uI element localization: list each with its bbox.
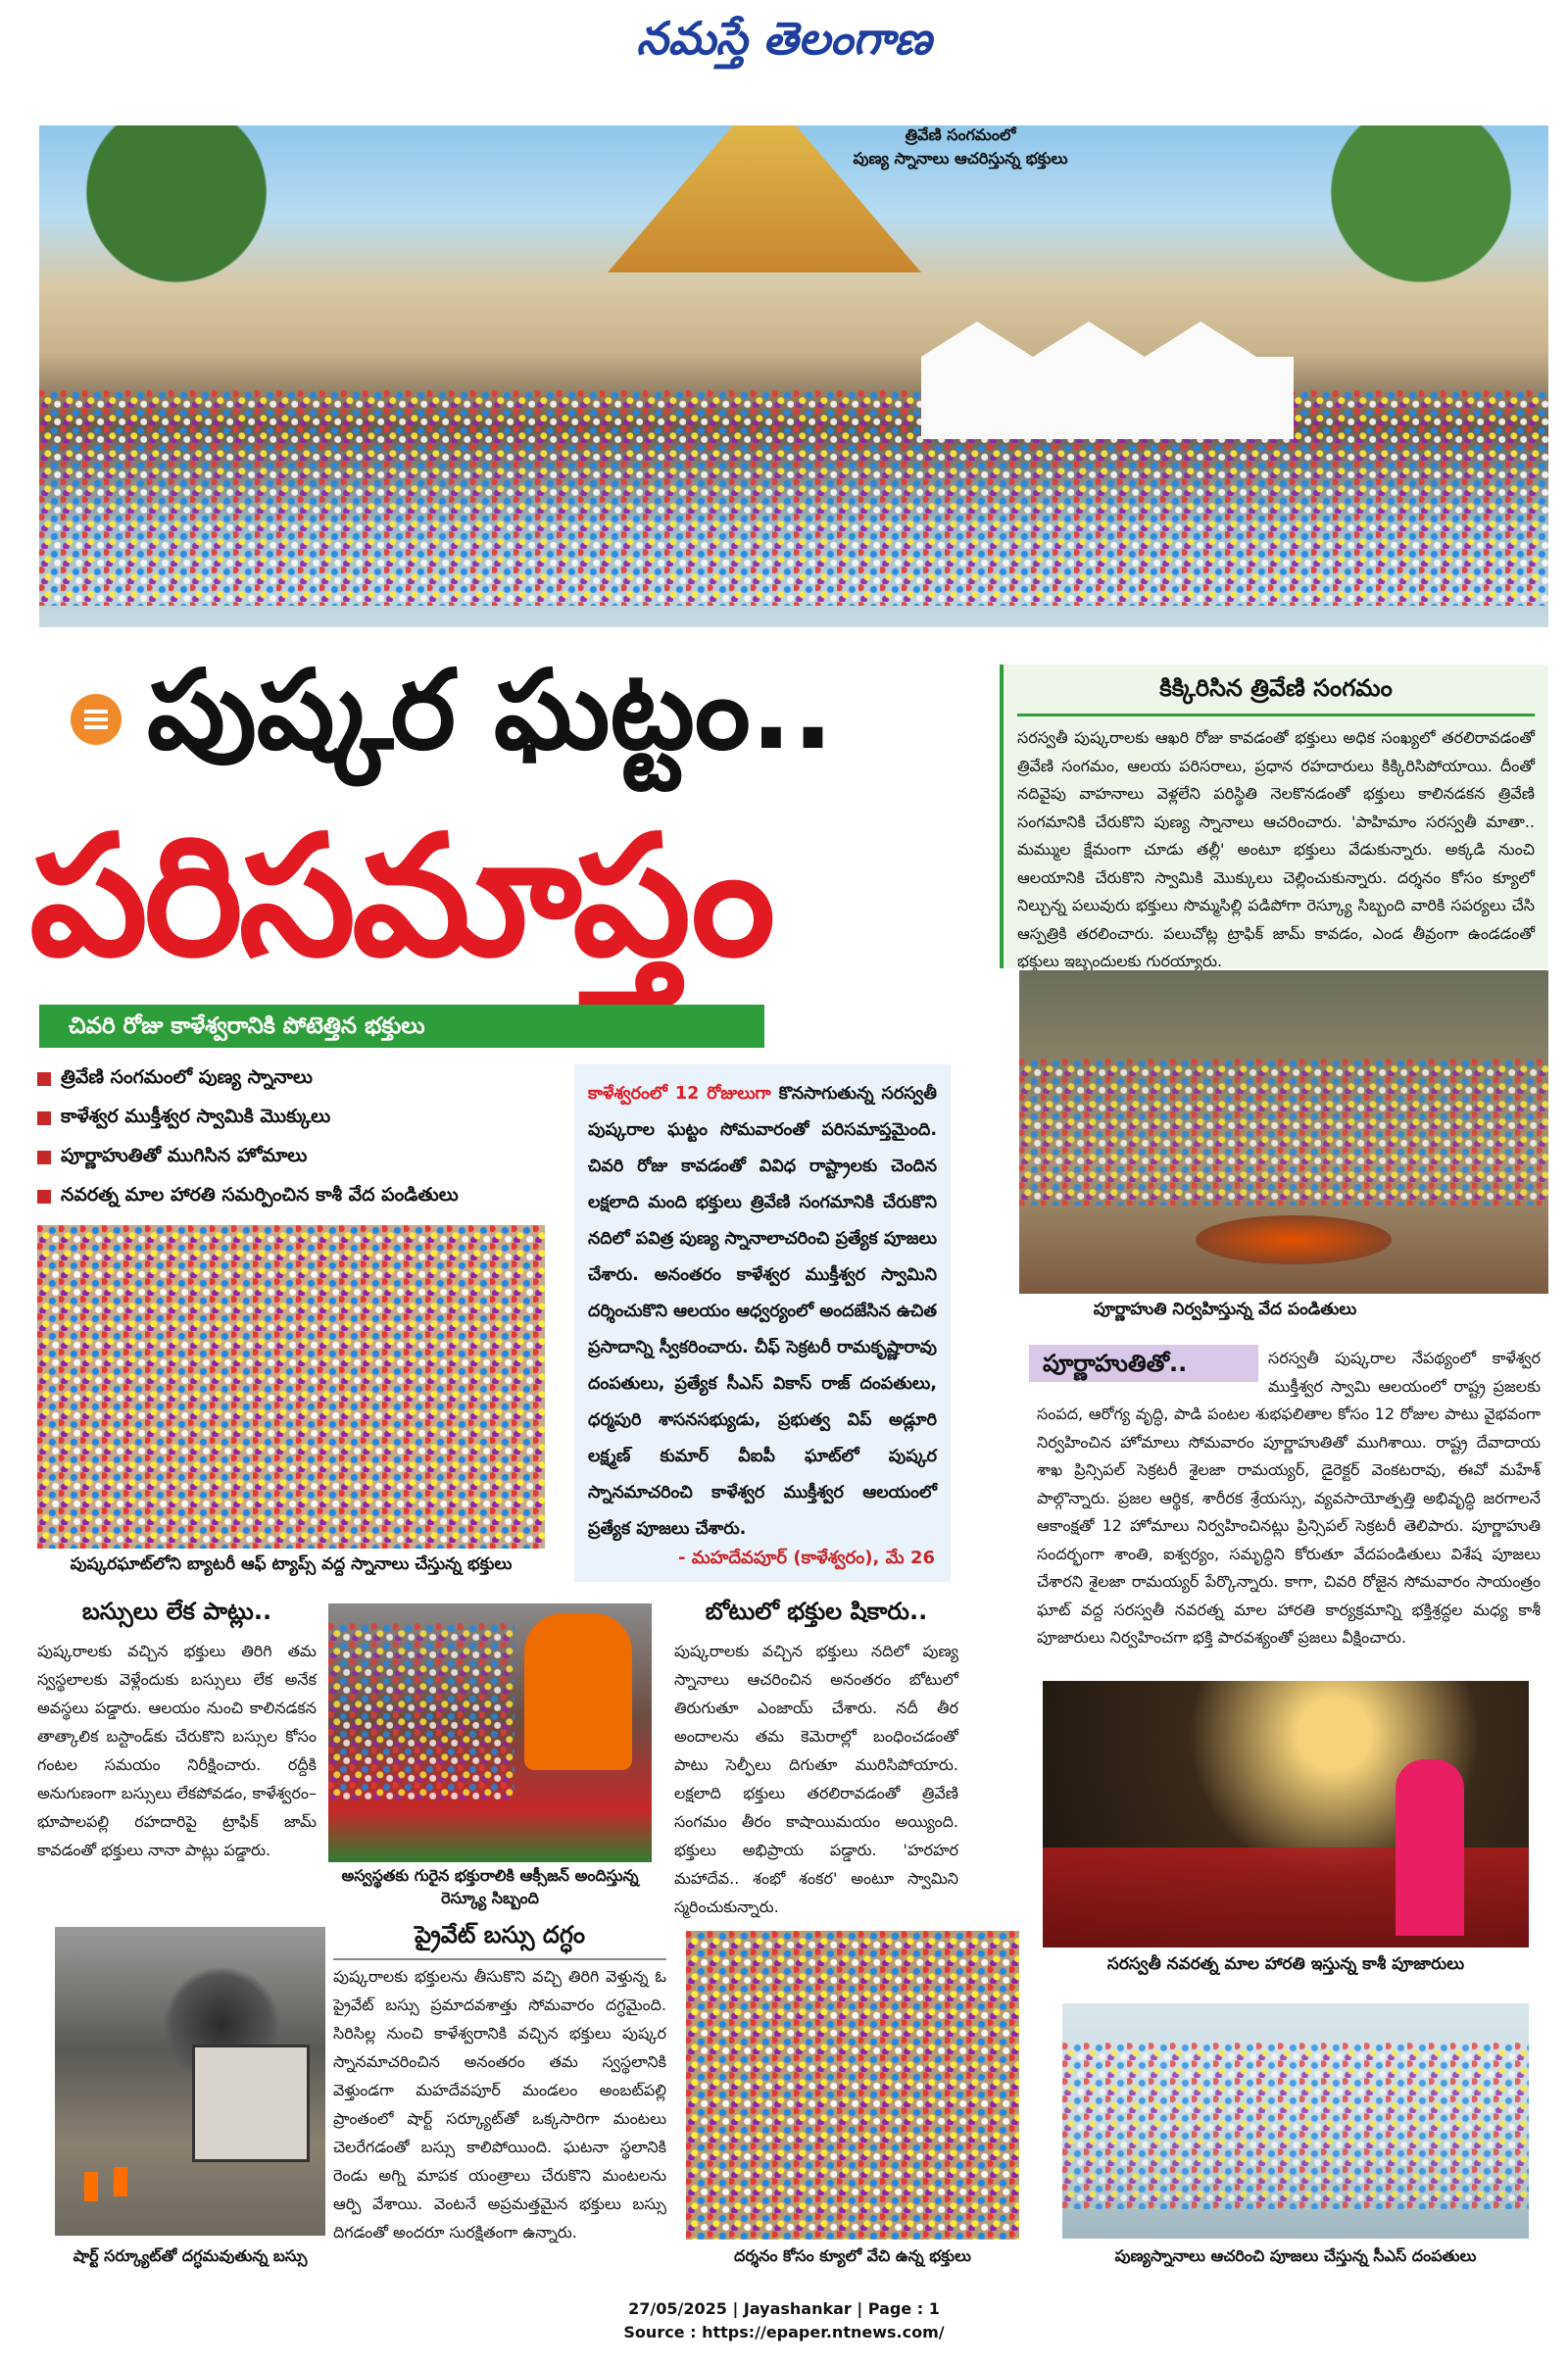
crowd-photo-caption: పుష్కరఘాట్‌లోని బ్యాటరీ ఆఫ్ ట్యాప్స్ వద్ద స్నానాలు చేస్తున్న భక్తులు [70,1554,513,1574]
purnahuti-title: పూర్ణాహుతితో.. [1029,1345,1258,1382]
footer-line-2: Source : https://epaper.ntnews.com/ [623,2323,945,2341]
buses-title: బస్సులు లేక పాట్లు.. [81,1598,272,1625]
cs-couple-photo [1062,2003,1529,2239]
cs-couple-photo-caption: పుణ్యస్నానాలు ఆచరించి పూజలు చేస్తున్న సీఎస్ దంపతులు [1114,2246,1477,2265]
crowd-photo [37,1225,545,1549]
top-photo-pushkar-ghat [39,125,1548,627]
bus-fire-photo-caption: షార్ట్ సర్క్యూట్‌తో దగ్ధమవుతున్న బస్సు [73,2246,308,2265]
menu-icon [71,694,122,745]
headline-line-2: పరిసమాప్తం [29,800,772,994]
buses-section [37,1598,317,1882]
bullet-item: కాళేశ్వర ముక్తీశ్వర స్వామికి మొక్కులు [37,1102,330,1135]
bus-fire-photo [55,1927,325,2236]
purnahuti-box [1029,1345,1548,1668]
rescue-photo [328,1603,652,1862]
bullet-item: నవరత్న మాల హారతి సమర్పించిన కాశీ వేద పండితులు [37,1180,459,1213]
bullet-item: పూర్ణాహుతితో ముగిసిన హోమాలు [37,1141,307,1174]
masthead: నమస్తే తెలంగాణ [636,12,932,65]
private-bus-text: పుష్కరాలకు భక్తులను తీసుకొని వచ్చి తిరిగి వెళ్తున్న ఓ ప్రైవేట్ బస్సు ప్రమాదవశాత్తు సోమవారం దగ్ధమైంది. సిరిసిల్ల నుంచి కాళేశ్వరానికి వచ్చిన భక్తులు పుష్కర స్నానమాచరించిన అనంతరం తమ స్వస్థలానికి వెళ్తుండగా మహదేవపూర్ మండలం అంబట్‌పల్లి ప్రాంతంలో షార్ట్ సర్క్యూట్‌తో ఒక్కసారిగా మంటలు చెలరేగడంతో బస్సు కాలిపోయింది. ఘటనా స్థలానికి రెండు అగ్ని మాపక యంత్రాలు చేరుకొని మంటలను ఆర్పి వేశాయి. వెంటనే అప్రమత్తమైన భక్తులు బస్సు దిగడంతో అందరూ సురక్షితంగా ఉన్నారు. [333,1967,666,2242]
triveni-text: సరస్వతీ పుష్కరాలకు ఆఖరి రోజు కావడంతో భక్తులు అధిక సంఖ్యలో తరలిరావడంతో త్రివేణి సంగమం, ఆలయ పరిసరాలు, ప్రధాన రహదారులు కిక్కిరిసిపోయాయి. దీంతో నదివైపు వాహనాలు వెళ్లలేని పరిస్థితి నెలకొనడంతో భక్తులు కాలినడకన త్రివేణి సంగమానికి చేరుకొని పుణ్య స్నానాలు ఆచరించారు. 'పాహిమాం సరస్వతీ మాతా.. మమ్ముల క్షేమంగా చూడు తల్లీ' అంటూ భక్తులు వేడుకున్నారు. అక్కడి నుంచి ఆలయానికి చేరుకొని స్వామికి మొక్కులు చెల్లించుకున్నారు. దర్శనం కోసం క్యూలో నిల్చున్న పలువురు భక్తులు సొమ్మసిల్లి పడిపోగా రెస్క్యూ సిబ్బంది వారికి సపర్యలు చేసి ఆస్పత్రికి తరలించారు. పలుచోట్ల ట్రాఫిక్ జామ్ కావడం, ఎండ తీవ్రంగా ఉండడంతో భక్తులు ఇబ్బందులకు గురయ్యారు. [1017,728,1535,970]
top-photo-caption-2: పుణ్య స్నానాలు ఆచరిస్తున్న భక్తులు [853,149,1068,168]
boat-text: పుష్కరాలకు వచ్చిన భక్తులు నదిలో పుణ్య స్నానాలు ఆచరించిన అనంతరం బోటులో తిరుగుతూ ఎంజాయ్ చేశారు. నదీ తీర అందాలను తమ కెమెరాల్లో బంధించడంతో పాటు సెల్ఫీలు దిగుతూ మురిసిపోయారు. లక్షలాది భక్తులు తరలిరావడంతో త్రివేణి సంగమం తీరం కాషాయిమయం అయ్యింది. భక్తులు అభిప్రాయ పడ్డారు. 'హరహర మహాదేవ.. శంభో శంకర' అంటూ స్వామిని స్మరించుకున్నారు. [674,1642,958,1916]
bullet-item: త్రివేణి సంగమంలో పుణ్య స్నానాలు [37,1062,313,1096]
private-bus-title [333,1921,666,1954]
purnahuti-photo [1019,970,1548,1294]
main-story-text: కొనసాగుతున్న సరస్వతీ పుష్కరాల ఘట్టం సోమవారంతో పరిసమాప్తమైంది. చివరి రోజు కావడంతో వివిధ రాష్ట్రాలకు చెందిన లక్షలాది మంది భక్తులు త్రివేణి సంగమానికి చేరుకొని నదిలో పవిత్ర పుణ్య స్నానాలాచరించి ప్రత్యేక పూజలు చేశారు. అనంతరం కాళేశ్వర ముక్తీశ్వర స్వామిని దర్శించుకొని ఆలయం ఆధ్వర్యంలో అందజేసిన ఉచిత ప్రసాదాన్ని స్వీకరించారు. చీఫ్ సెక్రటరీ రామకృష్ణారావు దంపతులు, ప్రత్యేక సీఎస్ వికాస్ రాజ్ దంపతులు, ధర్మపురి శాసనసభ్యుడు, ప్రభుత్వ విప్ అడ్లూరి లక్ష్మణ్ కుమార్ వీఐపీ ఘాట్‌లో పుష్కర స్నానమాచరించి కాళేశ్వర ముక్తీశ్వర ఆలయంలో ప్రత్యేక పూజలు చేశారు. [588,1084,937,1539]
queue-photo-caption: దర్శనం కోసం క్యూలో వేచి ఉన్న భక్తులు [734,2246,971,2265]
subhead-banner: చివరి రోజు కాళేశ్వరానికి పోటెత్తిన భక్తులు [39,1005,764,1048]
headline-line-1: పుష్కర ఘట్టం.. [147,647,834,774]
main-story [574,1064,951,1582]
triveni-box [1000,665,1548,968]
footer-line-1: 27/05/2025 | Jayashankar | Page : 1 [628,2299,940,2318]
harathi-photo-caption: సరస్వతీ నవరత్న మాల హారతి ఇస్తున్న కాశీ పూజారులు [1106,1954,1465,1974]
purnahuti-text: సరస్వతీ పుష్కరాల నేపథ్యంలో కాళేశ్వర ముక్తీశ్వర స్వామి ఆలయంలో రాష్ట్ర ప్రజలకు సంపద, ఆరోగ్య వృద్ధి, పాడి పంటల శుభఫలితాల కోసం 12 రోజుల పాటు వైభవంగా నిర్వహించిన హోమాలు సోమవారం పూర్ణాహుతితో ముగిశాయి. రాష్ట్ర దేవాదాయ శాఖ ప్రిన్సిపల్ సెక్రటరీ శైలజా రామయ్యర్, డైరెక్టర్ వెంకటరావు, ఈవో మహేశ్ పాల్గొన్నారు. ప్రజల ఆర్థిక, శారీరక శ్రేయస్సు, వ్యవసాయోత్పత్తి అభివృద్ధి జరగాలనే ఆకాంక్షతో 12 హోమాలు నిర్వహించినట్లు ప్రిన్సిపల్ సెక్రటరీ తెలిపారు. పూర్ణాహుతి సందర్భంగా శాంతి, ఐశ్వర్యం, సమృద్ధిని కోరుతూ వేదపండితులు విశేష పూజలు చేశారని శైలజా రామయ్యర్ పేర్కొన్నారు. కాగా, చివరి రోజైన సోమవారం సాయంత్రం ఘాట్ వద్ద సరస్వతీ నవరత్న మాల హారతి కార్యక్రమాన్ని భక్తిశ్రద్ధల మధ్య కాశీ పూజారులు నిర్వహించగా భక్తి పారవశ్యంతో ప్రజలు వీక్షించారు. [1037,1349,1541,1647]
buses-text: పుష్కరాలకు వచ్చిన భక్తులు తిరిగి తమ స్వస్థలాలకు వెళ్లేందుకు బస్సులు లేక అనేక అవస్థలు పడ్డారు. ఆలయం నుంచి కాలినడకన తాత్కాలిక బస్టాండ్‌కు చేరుకొని బస్సుల కోసం గంటల సమయం నిరీక్షించారు. రద్దీకి అనుగుణంగా బస్సులు లేకపోవడం, కాళేశ్వరం–భూపాలపల్లి రహదారిపై ట్రాఫిక్ జామ్ కావడంతో భక్తులు నానా పాట్లు పడ్డారు. [37,1642,317,1859]
private-bus-heading: ప్రైవేట్ బస్సు దగ్ధం [333,1921,666,1960]
triveni-title: కిక్కిరిసిన త్రివేణి సంగమం [1017,674,1535,716]
queue-photo [686,1931,1019,2240]
main-story-dateline: - మహదేవపూర్ (కాళేశ్వరం), మే 26 [677,1548,935,1568]
harathi-photo [1043,1681,1529,1947]
rescue-photo-caption: అస్వస్థతకు గురైన భక్తురాలికి ఆక్సీజన్ అందిస్తున్న రెస్క్యూ సిబ్బంది [341,1866,639,1907]
purnahuti-photo-caption: పూర్ణాహుతి నిర్వహిస్తున్న వేద పండితులు [1093,1300,1357,1319]
boat-section [674,1598,958,1916]
boat-title: బోటులో భక్తుల షికారు.. [705,1598,928,1625]
main-story-lead: కాళేశ్వరంలో 12 రోజులుగా [588,1084,771,1104]
top-photo-caption-1: త్రివేణి సంగమంలో [905,125,1016,144]
